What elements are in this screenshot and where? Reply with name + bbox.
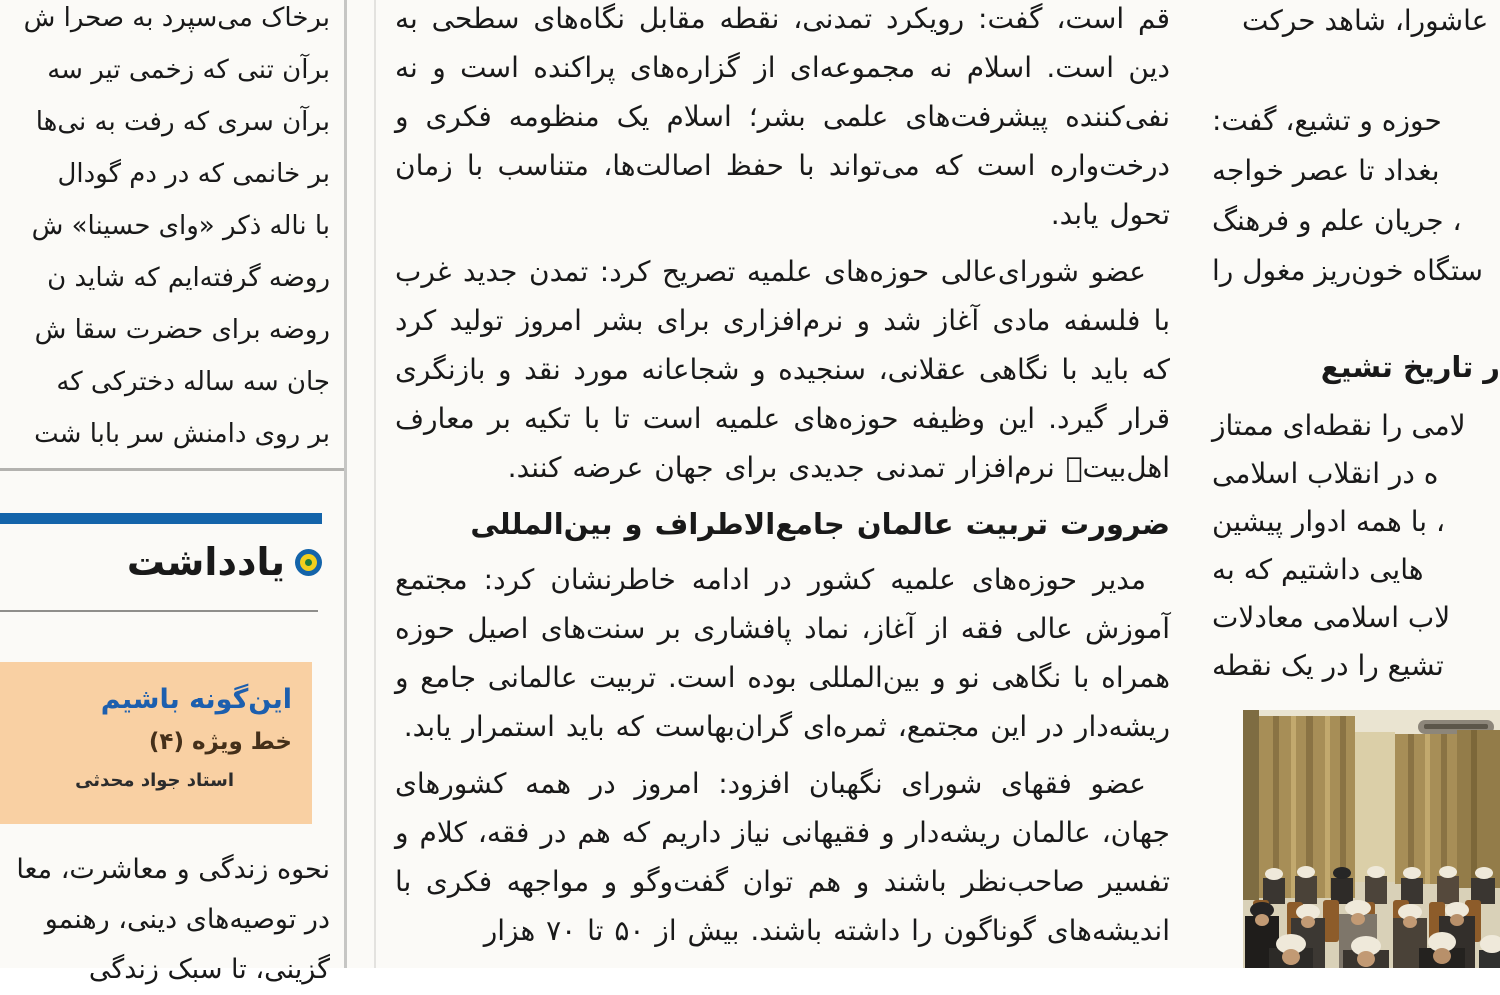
note-body-text — [0, 845, 330, 995]
main-article-column — [395, 0, 1170, 963]
right-column-line: لاب اسلامی معادلات — [1212, 601, 1451, 634]
right-column — [1212, 0, 1500, 690]
poem-line: برآن تنی که زخمی تیر سه — [47, 55, 330, 85]
right-column-block — [1212, 96, 1500, 296]
article-paragraph: عضو شورای‌عالی حوزه‌های علمیه تصریح کرد: تمدن جدید غرب با فلسفه مادی آغاز شد و نرم‌افزاری برای بشر امروز تولید کرد که باید با نگاهی عقلانی، سنجیده و شجاعانه مورد نقد و بازنگری قرار گیرد. این وظیفه حوزه‌های علمیه است تا با تکیه بر معارف اهل‌بیتؑ نرم‌افزار تمدنی جدیدی برای جهان عرضه کنند. — [395, 255, 1170, 484]
right-column-block — [1212, 402, 1500, 690]
note-section-title: یادداشت — [126, 540, 285, 584]
right-column-line: هایی داشتیم که به — [1212, 553, 1424, 586]
note-section-blue-bar — [0, 513, 322, 524]
right-column-line: ه در انقلاب اسلامی — [1212, 457, 1439, 490]
right-column-line: ، جریان علم و فرهنگ — [1212, 204, 1462, 237]
right-column-line: ، با همه ادوار پیشین — [1212, 505, 1445, 538]
note-body-line: در توصیه‌های دینی، رهنمو — [44, 904, 330, 935]
section-divider-rule — [0, 468, 345, 471]
poem-line: برآن سری که رفت به نی‌ها — [35, 107, 330, 137]
right-column-line: ستگاه خون‌ریز مغول را — [1212, 254, 1483, 287]
article-paragraph: قم است، گفت: رویکرد تمدنی، نقطه مقابل نگاه‌های سطحی به دین است. اسلام نه مجموعه‌ای از گزاره‌های پراکنده است و نه نفی‌کننده پیشرفت‌های علمی بشر؛ اسلام یک منظومه فکری و درخت‌واره است که می‌تواند با حفظ اصالت‌ها، متناسب با زمان تحول یابد. — [395, 2, 1170, 231]
clerics-meeting-photo-art — [1243, 710, 1500, 968]
right-column-subheading: ر تاریخ تشیع — [1320, 350, 1500, 384]
right-column-line: حوزه و تشیع، گفت: — [1212, 104, 1442, 137]
poem-line: روضه گرفته‌ایم که شاید ن — [47, 263, 330, 293]
poem-line: روضه برای حضرت سقا ش — [34, 315, 330, 345]
poem-line: بر خانمی که در دم گودال — [57, 159, 330, 189]
rosette-bullet-icon — [295, 549, 322, 576]
right-column-line: عاشورا، شاهد حرکت — [1242, 4, 1489, 37]
poem-line: بر روی دامنش سر بابا شت — [34, 419, 330, 449]
right-column-line: بغداد تا عصر خواجه — [1212, 154, 1440, 187]
poem-line: جان سه ساله دخترکی که — [56, 367, 330, 397]
article-paragraph: مدیر حوزه‌های علمیه کشور در ادامه خاطرنشان کرد: مجتمع آموزش عالی فقه از آغاز، نماد پافشاری بر سنت‌های اصیل حوزه همراه با نگاهی نو و بین‌المللی بوده است. تربیت عالمانی جامع و ریشه‌دار در این مجتمع، ثمره‌ای گران‌بهاست که باید استمرار یابد. — [395, 563, 1170, 743]
note-section-header — [0, 540, 322, 584]
right-column-line: تشیع را در یک نقطه — [1212, 649, 1444, 682]
poem-line: با ناله ذکر «وای حسینا» ش — [31, 211, 330, 241]
right-column-line: لامی را نقطه‌ای ممتاز — [1212, 409, 1466, 442]
left-column-poem — [0, 0, 330, 460]
clerics-meeting-photo — [1243, 710, 1500, 968]
note-highlight-box — [0, 662, 312, 824]
poem-line: برخاک می‌سپرد به صحرا ش — [23, 3, 330, 33]
note-header-rule — [0, 610, 318, 612]
note-body-line: نحوه زندگی و معاشرت، معا — [16, 854, 330, 885]
note-box-title: این‌گونه باشیم — [100, 684, 292, 715]
note-box-subtitle: خط ویژه (۴) — [148, 729, 292, 755]
column-divider-line — [344, 0, 347, 968]
note-box-author: استاد جواد محدثی — [75, 770, 234, 791]
note-body-line: گزینی، تا سبک زندگی — [88, 954, 330, 985]
article-subheading: ضرورت تربیت عالمان جامع‌الاطراف و بین‌المللی — [470, 507, 1170, 541]
column-divider-line — [374, 0, 376, 968]
article-paragraph: عضو فقهای شورای نگهبان افزود: امروز در همه کشورهای جهان، عالمان ریشه‌دار و فقیهانی نیاز داریم که هم در فقه، کلام و تفسیر صاحب‌نظر باشند و هم توان گفت‌وگو و مواجهه فکری با اندیشه‌های گوناگون را داشته باشند. بیش از ۵۰ تا ۷۰ هزار — [395, 767, 1170, 947]
